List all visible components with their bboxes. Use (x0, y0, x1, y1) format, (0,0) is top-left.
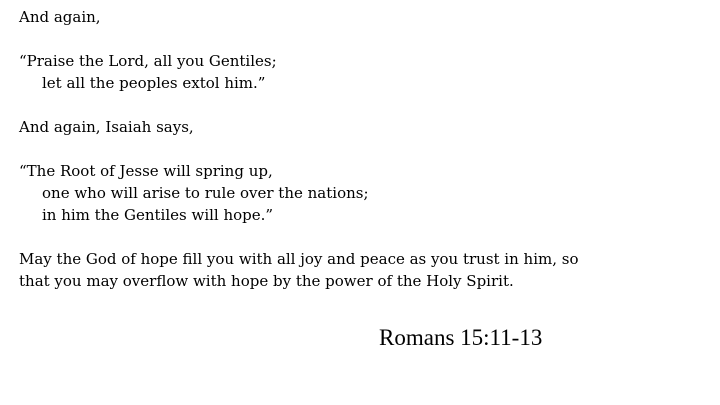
scripture-passage (19, 6, 699, 292)
intro-and-again: And again, (19, 8, 101, 26)
blank-line (19, 226, 699, 248)
benediction-line-2: that you may overflow with hope by the power of the Holy Spirit. (19, 272, 514, 290)
intro-isaiah-says: And again, Isaiah says, (19, 118, 194, 136)
blank-line (19, 28, 699, 50)
scripture-reference: Romans 15:11-13 (379, 325, 543, 350)
quote-1-line-2: let all the peoples extol him.” (42, 74, 266, 92)
quote-2-line-1: “The Root of Jesse will spring up, (19, 162, 273, 180)
blank-line (19, 138, 699, 160)
quote-1-line-1: “Praise the Lord, all you Gentiles; (19, 52, 277, 70)
quote-2-line-2: one who will arise to rule over the nations; (42, 184, 369, 202)
blank-line (19, 94, 699, 116)
quote-2-line-3: in him the Gentiles will hope.” (42, 206, 274, 224)
benediction-line-1: May the God of hope fill you with all joy and peace as you trust in him, so (19, 250, 579, 268)
